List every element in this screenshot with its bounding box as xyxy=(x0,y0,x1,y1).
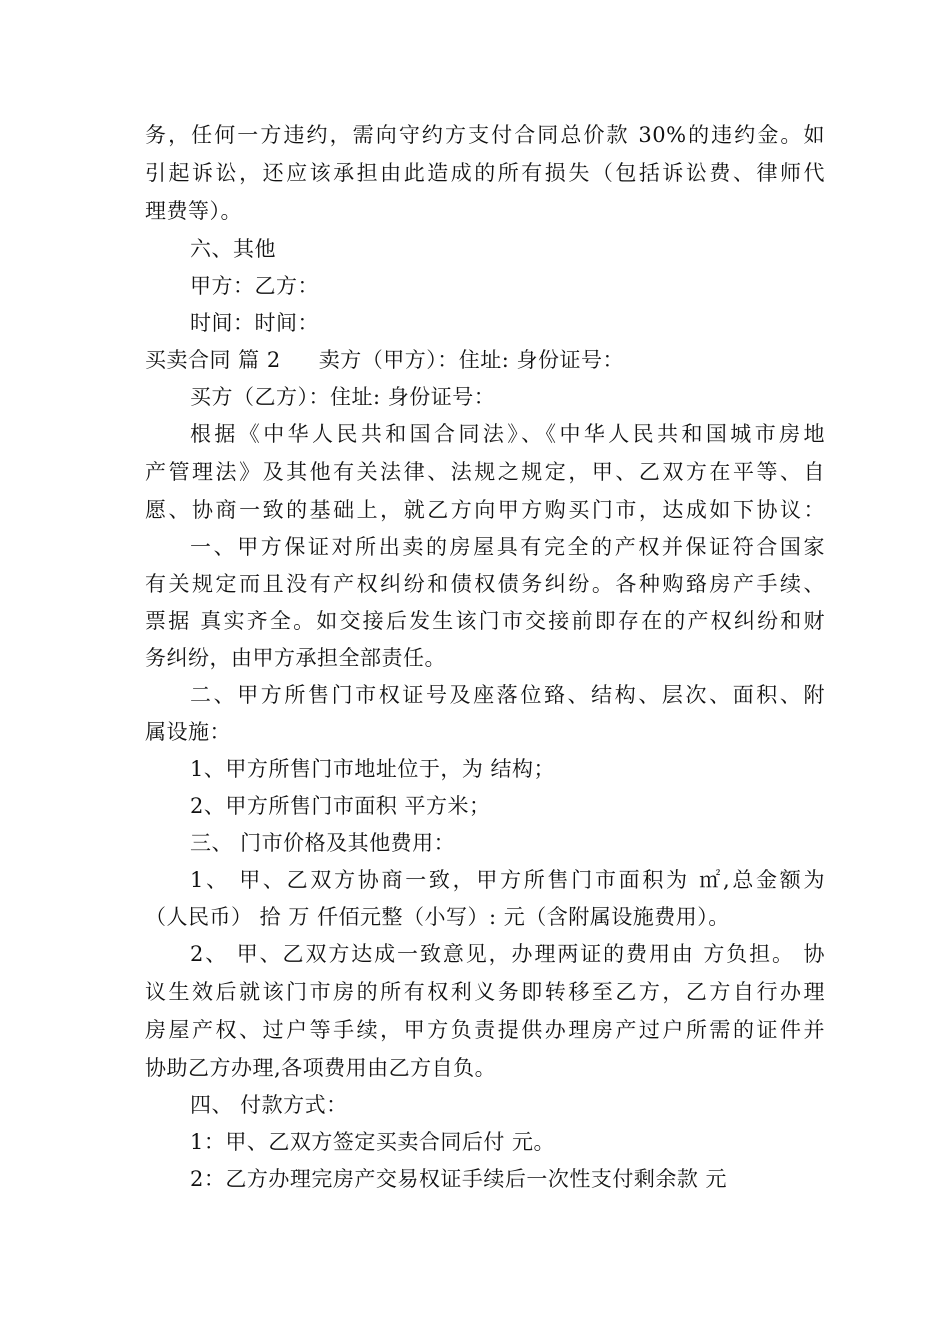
contract-heading-line xyxy=(145,346,825,374)
paragraph-line: 协助乙方办理,各项费用由乙方自负。 xyxy=(145,1056,497,1080)
paragraph-line: 产管理法》及其他有关法律、法规之规定，甲、乙双方在平等、自 xyxy=(145,460,825,484)
section-heading: 四、 付款方式： xyxy=(190,1093,348,1117)
paragraph-line: 愿、协商一致的基础上，就乙方向甲方购买门市，达成如下协议： xyxy=(145,498,825,522)
paragraph-line: 根据《中华人民共和国合同法》、《中华人民共和国城市房地 xyxy=(190,422,825,446)
list-item: 2：乙方办理完房产交易权证手续后一次性支付剩余款 元 xyxy=(190,1167,728,1191)
paragraph-line: 房屋产权、过户等手续，甲方负责提供办理房产过户所需的证件并 xyxy=(145,1018,825,1042)
paragraph-line: 2、 甲、乙双方达成一致意见，办理两证的费用由 方负担。 协 xyxy=(190,942,825,966)
buyer-info: 买方（乙方）：住址: 身份证号： xyxy=(190,385,496,409)
date-line: 时间：时间： xyxy=(190,311,319,335)
paragraph-line: 属设施： xyxy=(145,720,231,744)
list-item: 1：甲、乙双方签定买卖合同后付 元。 xyxy=(190,1130,556,1154)
paragraph-line: 1、 甲、乙双方协商一致，甲方所售门市面积为 ㎡,总金额为 xyxy=(190,868,825,892)
paragraph-line: 议生效后就该门市房的所有权利义务即转移至乙方，乙方自行办理 xyxy=(145,980,825,1004)
paragraph-line: 二、甲方所售门市权证号及座落位臵、结构、层次、面积、附 xyxy=(190,683,825,707)
paragraph-line: 引起诉讼，还应该承担由此造成的所有损失（包括诉讼费、律师代 xyxy=(145,161,825,185)
signature-line: 甲方：乙方： xyxy=(190,274,319,298)
list-item: 1、甲方所售门市地址位于，为 结构； xyxy=(190,757,556,781)
paragraph-line: 一、甲方保证对所出卖的房屋具有完全的产权并保证符合国家 xyxy=(190,535,825,559)
paragraph-line: 务，任何一方违约，需向守约方支付合同总价款 30%的违约金。如 xyxy=(145,123,825,147)
paragraph-line: 务纠纷，由甲方承担全部责任。 xyxy=(145,646,446,670)
seller-info: 卖方（甲方）：住址: 身份证号： xyxy=(318,348,624,372)
paragraph-line: 有关规定而且没有产权纠纷和债权债务纠纷。各种购臵房产手续、 xyxy=(145,572,825,596)
contract-title: 买卖合同 篇 2 xyxy=(145,348,281,372)
section-heading: 三、 门市价格及其他费用： xyxy=(190,831,456,855)
list-item: 2、甲方所售门市面积 平方米； xyxy=(190,794,491,818)
paragraph-line: 理费等）。 xyxy=(145,199,242,223)
section-heading: 六、其他 xyxy=(190,237,276,261)
paragraph-line: （人民币） 拾 万 仟佰元整（小写）: 元（含附属设施费用）。 xyxy=(145,905,730,929)
paragraph-line: 票据 真实齐全。如交接后发生该门市交接前即存在的产权纠纷和财 xyxy=(145,609,825,633)
